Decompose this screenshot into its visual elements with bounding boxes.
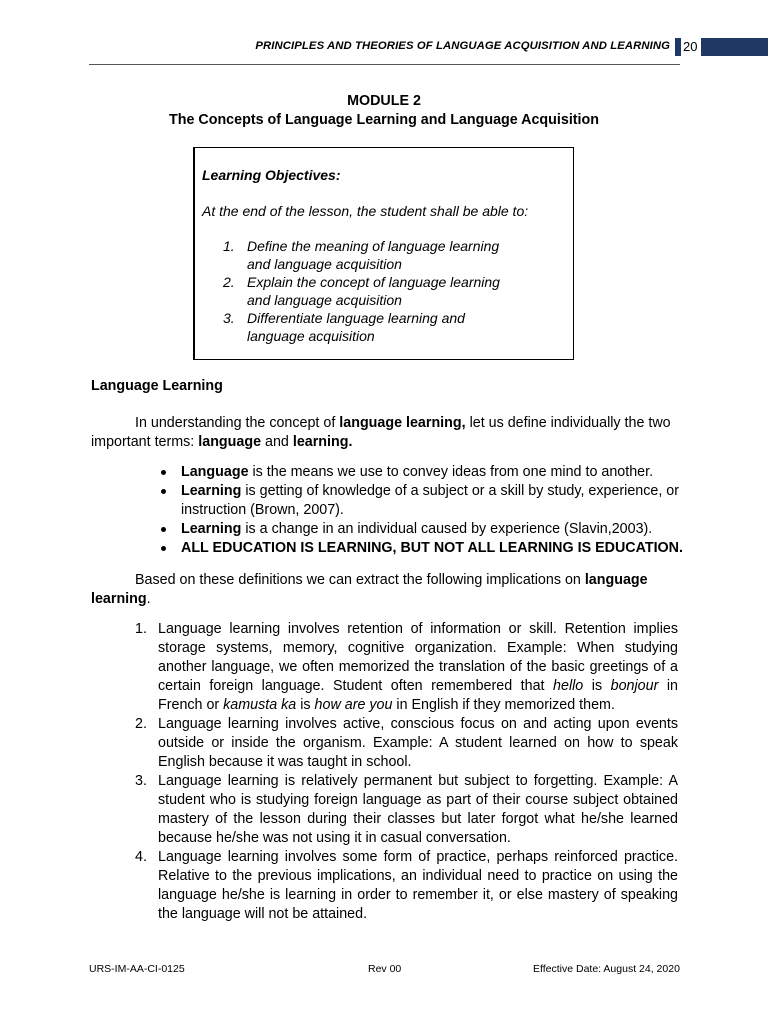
implications-intro [91,571,681,609]
definition-text: is a change in an individual caused by experience (Slavin,2003). [241,521,653,537]
objective-text-line1: Define the meaning of language learning [247,238,500,254]
implication-text: is [583,678,611,694]
learning-objectives-box [193,147,574,360]
implication-text: Language learning involves active, conscious focus on and acting upon events outside or inside the organism. Example: A student learned on how to speak English because it was taught in school. [158,716,678,770]
definition-text: is the means we use to convey ideas from one mind to another. [248,464,654,480]
implication-number: 4. [135,849,147,865]
footer-revision: Rev 00 [368,963,402,975]
implication-italic: how are you [314,697,393,713]
header-accent-bar-left [675,38,681,56]
implication-text: Language learning involves retention of information or skill. Retention implies storage systems, memory, cognitive organization. Example: When studying another language, we often memorized the translation of the basic greetings of a certain foreign language. Student often remembered that [158,621,678,694]
module-title-block [0,92,768,130]
implication-text: in French or [158,678,678,713]
implication-number: 2. [135,716,147,732]
objective-text-line2: language acquisition [247,328,375,344]
objective-number: 1. [223,238,235,254]
implication-number: 3. [135,773,147,789]
footer-document-code: URS-IM-AA-CI-0125 [89,963,185,975]
implication-item [132,715,678,772]
module-subtitle: The Concepts of Language Learning and Language Acquisition [169,112,599,128]
objective-text-line2: and language acquisition [247,256,402,272]
implication-italic: kamusta ka [223,697,297,713]
page-number: 20 [683,39,698,54]
header-accent-bar-right [701,38,768,56]
section-heading: Language Learning [91,378,223,394]
definition-term: Language [181,464,249,480]
bullet-icon [161,489,166,494]
bullet-icon [161,527,166,532]
implications-intro-bold: language learning [91,572,648,607]
intro-bold-term: learning. [292,434,353,450]
bullet-icon [161,470,166,475]
definition-item [158,520,718,539]
implications-intro-text: . [146,591,151,607]
implication-text: Language learning is relatively permanent but subject to forgetting. Example: A student who is studying foreign language as part of their course subject obtained mastery of the lesson during their classes but later forgot what he/she learned because he/she was not using it in casual conversation. [158,773,678,846]
intro-bold-term: language [198,434,262,450]
definitions-list [158,463,718,558]
implication-text: in English if they memorized them. [392,697,615,713]
objective-item [223,309,553,345]
objective-number: 3. [223,310,235,326]
slogan-text: ALL EDUCATION IS LEARNING, BUT NOT ALL LEARNING IS EDUCATION. [181,540,683,556]
implication-item [132,620,678,715]
header-divider [89,64,680,65]
bullet-icon [161,546,166,551]
objective-item [223,273,553,309]
objectives-heading: Learning Objectives: [202,167,341,183]
intro-text: let us define individually the two important terms: [91,415,671,450]
intro-text: In understanding the concept of [135,415,340,431]
implication-item [132,848,678,924]
definition-term: Learning [181,483,242,499]
module-number: MODULE 2 [347,93,421,109]
objective-text-line2: and language acquisition [247,292,402,308]
objectives-list [223,237,553,345]
intro-bold-term: language learning, [339,415,466,431]
definition-term: Learning [181,521,242,537]
definition-item [158,482,718,520]
definition-item [158,539,718,558]
objective-item [223,237,553,273]
objective-number: 2. [223,274,235,290]
implication-text: Language learning involves some form of practice, perhaps reinforced practice. Relative to the previous implications, an individual need to practice on using the language he/she is learning in order to remember it, or else mastery of speaking the language will not be attained. [158,849,678,922]
definition-item [158,463,718,482]
objective-text-line1: Differentiate language learning and [247,310,465,326]
objectives-intro: At the end of the lesson, the student shall be able to: [202,203,529,219]
definition-text: is getting of knowledge of a subject or a skill by study, experience, or instruction (Brown, 2007). [181,483,679,518]
implication-italic: bonjour [610,678,659,694]
implication-text: is [296,697,315,713]
implications-intro-text: Based on these definitions we can extract the following implications on [135,572,585,588]
implication-number: 1. [135,621,147,637]
objective-text-line1: Explain the concept of language learning [247,274,500,290]
intro-paragraph [91,414,681,452]
footer-effective-date: Effective Date: August 24, 2020 [533,963,680,975]
implication-item [132,772,678,848]
running-header-title: PRINCIPLES AND THEORIES OF LANGUAGE ACQUISITION AND LEARNING [255,40,670,52]
implications-list [132,620,678,924]
intro-text: and [261,434,293,450]
implication-italic: hello [553,678,584,694]
